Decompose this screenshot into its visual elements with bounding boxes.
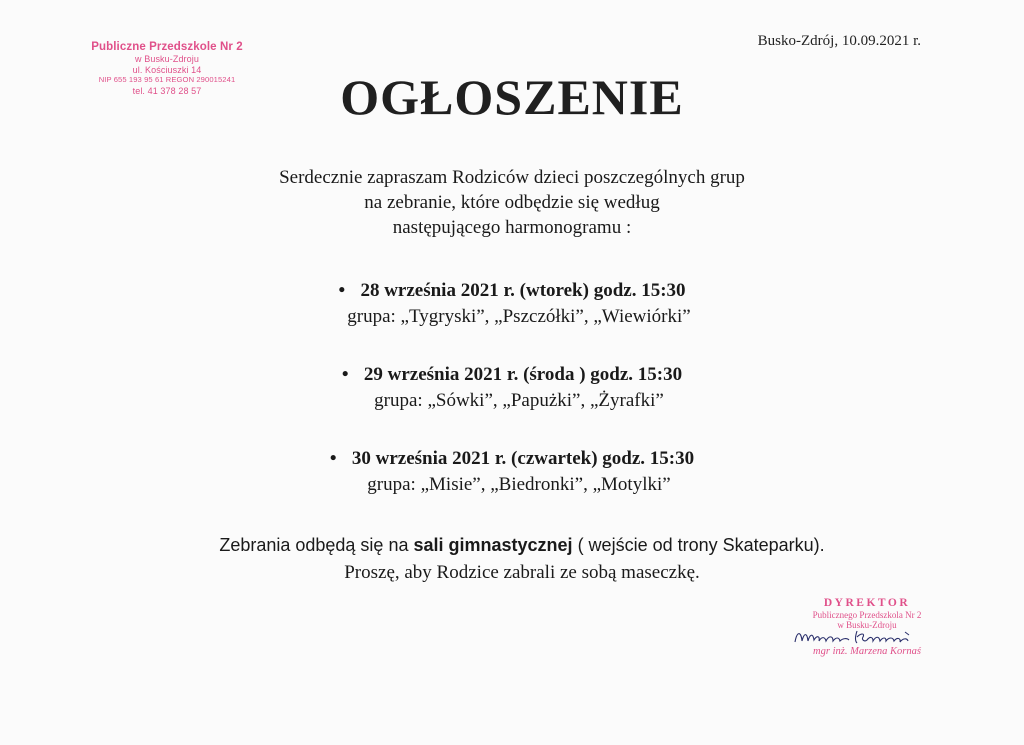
footer-line-1	[0, 532, 1024, 559]
meeting-datetime: 30 września 2021 r. (czwartek) godz. 15:30	[351, 448, 695, 469]
intro-paragraph	[0, 165, 1024, 240]
stamp-phone: tel. 41 378 28 57	[132, 85, 202, 96]
page-title: OGŁOSZENIE	[340, 69, 684, 125]
footer-line-2: Proszę, aby Rodzice zabrali ze sobą maseczkę.	[344, 562, 700, 583]
intro-line-3: następującego harmonogramu :	[392, 217, 632, 238]
handwritten-signature	[787, 627, 947, 647]
bullet-icon: •	[341, 364, 349, 385]
meeting-groups: grupa: „Tygryski”, „Pszczółki”, „Wiewiórki”	[347, 306, 691, 327]
director-title: DYREKTOR	[823, 597, 911, 609]
meeting-datetime: 28 września 2021 r. (wtorek) godz. 15:30	[360, 280, 686, 301]
footer-line-1-pre: Zebrania odbędą się na	[219, 535, 414, 555]
footer-location: sali gimnastycznej	[413, 535, 573, 555]
meeting-groups: grupa: „Sówki”, „Papużki”, „Żyrafki”	[374, 390, 664, 411]
meeting-datetime: 29 września 2021 r. (środa ) godz. 15:30	[363, 364, 683, 385]
director-institution: Publicznego Przedszkola Nr 2	[812, 610, 922, 620]
director-stamp	[772, 597, 962, 658]
footer-line-1-post: ( wejście od trony Skateparku).	[572, 535, 825, 555]
meeting-item	[0, 278, 1024, 330]
stamp-street: ul. Kościuszki 14	[132, 64, 202, 75]
director-city: w Busku-Zdroju	[837, 620, 897, 630]
footer-notice	[0, 532, 1024, 586]
intro-line-1: Serdecznie zapraszam Rodziców dzieci poszczególnych grup	[279, 167, 745, 188]
meeting-groups: grupa: „Misie”, „Biedronki”, „Motylki”	[367, 474, 671, 495]
bullet-icon: •	[338, 280, 346, 301]
stamp-city: w Busku-Zdroju	[135, 54, 199, 64]
director-name: mgr inż. Marzena Kornaś	[813, 646, 921, 657]
meeting-item	[0, 446, 1024, 498]
meeting-item	[0, 362, 1024, 414]
bullet-icon: •	[329, 448, 337, 469]
document-date: Busko-Zdrój, 10.09.2021 r.	[757, 33, 921, 49]
stamp-ids: NIP 655 193 95 61 REGON 290015241	[98, 75, 236, 84]
intro-line-2: na zebranie, które odbędzie się według	[364, 192, 660, 213]
stamp-institution-name: Publiczne Przedszkole Nr 2	[91, 41, 243, 53]
